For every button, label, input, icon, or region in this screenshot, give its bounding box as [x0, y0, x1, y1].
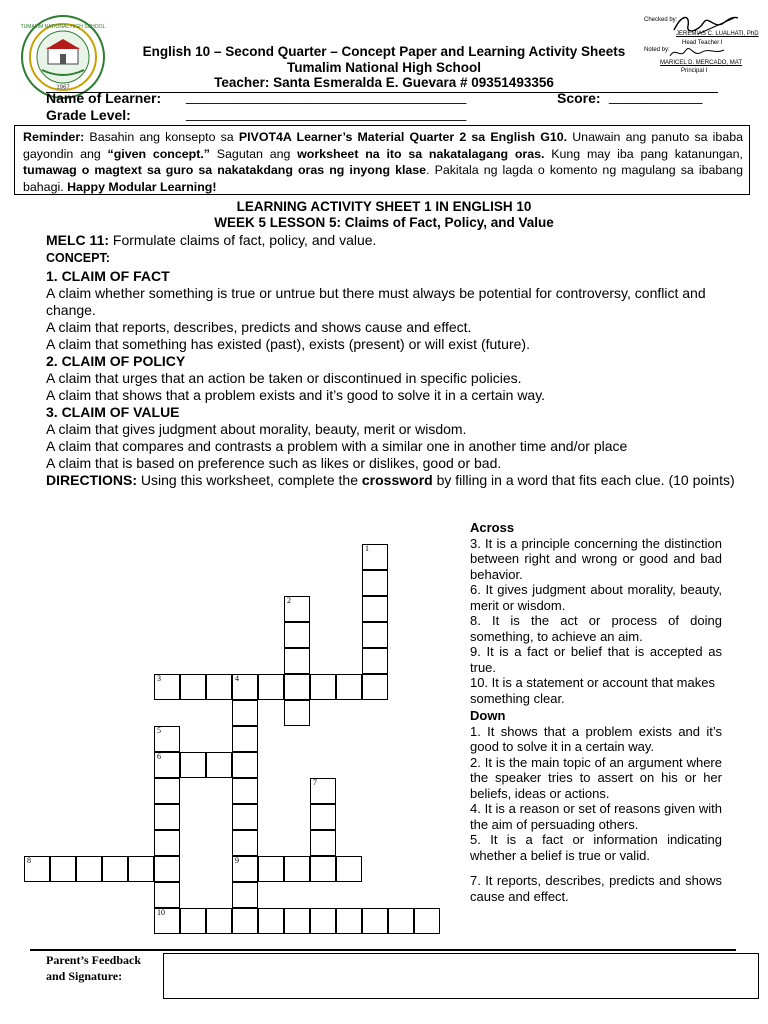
- crossword-cell[interactable]: [206, 752, 232, 778]
- noter-name: MARICEL D. MERCADO, MAT: [660, 60, 743, 66]
- crossword-cell[interactable]: [180, 752, 206, 778]
- crossword-clue-number: 9: [235, 856, 239, 865]
- crossword-cell[interactable]: [388, 908, 414, 934]
- concept-line: A claim that gives judgment about morality, beauty, merit or wisdom.: [46, 421, 467, 437]
- crossword-cell[interactable]: [362, 570, 388, 596]
- crossword-cell[interactable]: [232, 856, 258, 882]
- crossword-cell[interactable]: [362, 648, 388, 674]
- grade-level-label: Grade Level:: [46, 107, 131, 123]
- concept-line: A claim that reports, describes, predicts and shows cause and effect.: [46, 319, 472, 335]
- parent-feedback-label: [46, 952, 141, 984]
- crossword-cell[interactable]: [310, 856, 336, 882]
- directions-text: crossword: [361, 472, 433, 488]
- claim-of-value-heading: 3. CLAIM OF VALUE: [46, 404, 180, 420]
- activity-title: LEARNING ACTIVITY SHEET 1 IN ENGLISH 10: [236, 199, 532, 214]
- clue-across-9: 9. It is a fact or belief that is accepted as true.: [470, 644, 722, 675]
- melc-text: Formulate claims of fact, policy, and value.: [109, 232, 377, 248]
- clue-across-8: 8. It is the act or process of doing something, to achieve an aim.: [470, 613, 722, 644]
- crossword-cell[interactable]: [154, 726, 180, 752]
- crossword-cell[interactable]: [258, 908, 284, 934]
- crossword-clue-number: 4: [235, 674, 239, 683]
- crossword-cell[interactable]: [154, 752, 180, 778]
- crossword-cell[interactable]: [232, 700, 258, 726]
- crossword-cell[interactable]: [154, 908, 180, 934]
- clue-down-7: 7. It reports, describes, predicts and shows cause and effect.: [470, 873, 722, 904]
- crossword-cell[interactable]: [154, 856, 180, 882]
- crossword-clue-number: 10: [157, 908, 165, 917]
- crossword-cell[interactable]: [414, 908, 440, 934]
- crossword-cell[interactable]: [76, 856, 102, 882]
- clue-down-2: 2. It is the main topic of an argument where the speaker tries to assert on his or her beliefs, ideas or actions.: [470, 754, 722, 801]
- concept-section: [46, 268, 736, 489]
- across-heading: Across: [470, 520, 515, 535]
- claim-of-policy-heading: 2. CLAIM OF POLICY: [46, 353, 186, 369]
- crossword-cell[interactable]: [310, 908, 336, 934]
- directions-label: DIRECTIONS:: [46, 472, 137, 488]
- crossword-cell[interactable]: [284, 908, 310, 934]
- clue-down-1: 1. It shows that a problem exists and it’s good to solve it in a certain way.: [470, 723, 722, 754]
- concept-line: A claim that urges that an action be taken or discontinued in specific policies.: [46, 370, 522, 386]
- crossword-cell[interactable]: [128, 856, 154, 882]
- crossword-cell[interactable]: [232, 908, 258, 934]
- parent-feedback-label-line: Parent’s Feedback: [46, 953, 141, 967]
- crossword-cell[interactable]: [258, 856, 284, 882]
- crossword-cell[interactable]: [336, 908, 362, 934]
- reminder-text: “given concept.”: [107, 146, 210, 161]
- parent-feedback-box[interactable]: [163, 953, 759, 999]
- lesson-title: WEEK 5 LESSON 5: Claims of Fact, Policy, and Value: [214, 215, 554, 230]
- clue-across-10: 10. It is a statement or account that makes something clear.: [470, 675, 715, 706]
- reminder-text: tumawag o magtext sa guro sa nakatakdang oras ng inyong klase: [23, 163, 427, 177]
- crossword-cell[interactable]: [258, 674, 284, 700]
- crossword-cell[interactable]: [232, 674, 258, 700]
- reminder-text: Basahin ang konsepto sa: [84, 130, 239, 144]
- concept-line: A claim whether something is true or untrue but there must always be potential for controversy, conflict and change.: [46, 285, 706, 318]
- crossword-cell[interactable]: [362, 596, 388, 622]
- crossword-cell[interactable]: [336, 674, 362, 700]
- concept-line: A claim that something has existed (past), exists (present) or will exist (future).: [46, 336, 530, 352]
- reminder-text: worksheet na ito sa nakatalagang oras.: [297, 146, 545, 161]
- crossword-cell[interactable]: [284, 648, 310, 674]
- crossword-clue-number: 6: [157, 752, 161, 761]
- crossword-cell[interactable]: [310, 674, 336, 700]
- crossword-cell[interactable]: [310, 830, 336, 856]
- school-name: Tumalim National High School: [286, 60, 481, 75]
- checked-by-label: Checked by:: [644, 17, 678, 23]
- footer-divider: [30, 949, 736, 951]
- clue-down-5: 5. It is a fact or information indicating whether a belief is true or valid.: [470, 832, 722, 863]
- reminder-text: Happy Modular Learning!: [67, 179, 217, 194]
- melc-label: MELC 11:: [46, 232, 110, 248]
- noted-by-label: Noted by:: [644, 47, 670, 53]
- crossword-cell[interactable]: [362, 674, 388, 700]
- svg-text:TUMALIM NATIONAL HIGH SCHOOL: TUMALIM NATIONAL HIGH SCHOOL: [20, 24, 106, 30]
- directions-text: Using this worksheet, complete the: [137, 472, 362, 488]
- down-heading: Down: [470, 708, 506, 723]
- crossword-clue-number: 3: [157, 674, 161, 683]
- crossword-cell[interactable]: [154, 778, 180, 804]
- checker-name: JEREMIAS C. LUALHATI, PhD: [676, 31, 759, 37]
- crossword-cell[interactable]: [232, 882, 258, 908]
- crossword-cell[interactable]: [310, 778, 336, 804]
- clue-down-4: 4. It is a reason or set of reasons given with the aim of persuading others.: [470, 801, 722, 832]
- score-field[interactable]: ____________: [609, 88, 703, 104]
- crossword-cell[interactable]: [154, 674, 180, 700]
- reminder-label: Reminder:: [23, 130, 85, 144]
- reminder-text: . Pakitala ng lagda o komento ng magulang sa ibabang bahagi.: [23, 163, 743, 194]
- crossword-cell[interactable]: [310, 804, 336, 830]
- crossword-cell[interactable]: [102, 856, 128, 882]
- crossword-cell[interactable]: [180, 908, 206, 934]
- parent-feedback-label-line: and Signature:: [46, 969, 123, 983]
- crossword-cell[interactable]: [206, 908, 232, 934]
- header-title: English 10 – Second Quarter – Concept Paper and Learning Activity Sheets: [142, 44, 626, 59]
- crossword-cell[interactable]: [180, 674, 206, 700]
- crossword-cell[interactable]: [336, 856, 362, 882]
- crossword-cell[interactable]: [232, 830, 258, 856]
- clue-across-6: 6. It gives judgment about morality, beauty, merit or wisdom.: [470, 582, 722, 613]
- claim-of-fact-heading: 1. CLAIM OF FACT: [46, 268, 170, 284]
- crossword-cell[interactable]: [284, 700, 310, 726]
- clue-across-3: 3. It is a principle concerning the distinction between right and wrong or good and bad behavior.: [470, 535, 722, 582]
- reminder-text: Sagutan ang: [210, 146, 298, 161]
- checker-title: Head Teacher I: [682, 40, 723, 46]
- crossword-cell[interactable]: [362, 544, 388, 570]
- crossword-cell[interactable]: [206, 674, 232, 700]
- reminder-text: PIVOT4A Learner’s Material Quarter 2 sa English G10.: [238, 130, 568, 144]
- svg-text:1967: 1967: [56, 85, 70, 91]
- teacher-info: Teacher: Santa Esmeralda E. Guevara # 09351493356: [214, 75, 554, 90]
- reminder-text: Kung may iba pang katanungan,: [544, 146, 743, 161]
- crossword-cell[interactable]: [50, 856, 76, 882]
- crossword-cell[interactable]: [154, 882, 180, 908]
- concept-line: A claim that is based on preference such as likes or dislikes, good or bad.: [46, 455, 502, 471]
- crossword-cell[interactable]: [154, 804, 180, 830]
- concept-label: CONCEPT:: [46, 251, 110, 265]
- crossword-cell[interactable]: [284, 674, 310, 700]
- crossword-cell[interactable]: [362, 908, 388, 934]
- crossword-cell[interactable]: [232, 778, 258, 804]
- crossword-cell[interactable]: [232, 752, 258, 778]
- directions: [46, 472, 736, 489]
- name-label: Name of Learner:: [46, 90, 162, 106]
- melc-line: [46, 232, 736, 249]
- crossword-cell[interactable]: [24, 856, 50, 882]
- crossword-clue-number: 2: [287, 596, 291, 605]
- crossword-clue-number: 1: [365, 544, 369, 553]
- crossword-cell[interactable]: [284, 856, 310, 882]
- crossword-clue-number: 5: [157, 726, 161, 735]
- clues-panel: [470, 520, 722, 904]
- score-label: Score:: [557, 90, 601, 106]
- concept-line: A claim that shows that a problem exists and it’s good to solve it in a certain way.: [46, 387, 546, 403]
- crossword-cell[interactable]: [284, 622, 310, 648]
- reminder-text: Unawain ang panuto sa ibaba gayondin ang: [23, 130, 743, 161]
- crossword-clue-number: 7: [313, 778, 317, 787]
- reminder-box: [14, 125, 750, 195]
- crossword-cell[interactable]: [232, 726, 258, 752]
- directions-text: by filling in a word that fits each clue. (10 points): [432, 472, 735, 488]
- crossword-cell[interactable]: [362, 622, 388, 648]
- crossword-clue-number: 8: [27, 856, 31, 865]
- name-field[interactable]: ____________________________________: [186, 88, 467, 104]
- noter-title: Principal I: [681, 68, 708, 74]
- crossword-cell[interactable]: [284, 596, 310, 622]
- grade-level-field[interactable]: ____________________________________: [186, 105, 467, 121]
- crossword-cell[interactable]: [154, 830, 180, 856]
- concept-line: A claim that compares and contrasts a problem with a similar one in another time and/or place: [46, 438, 628, 454]
- crossword-cell[interactable]: [232, 804, 258, 830]
